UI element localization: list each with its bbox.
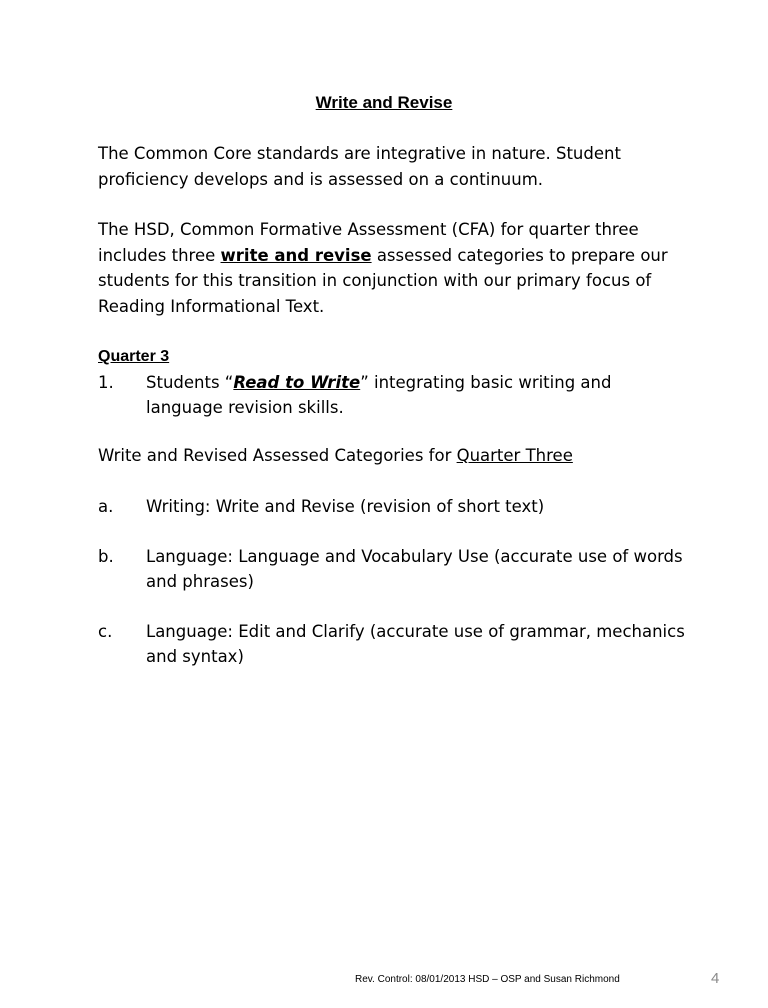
categories-intro-emphasis: Quarter Three (456, 445, 573, 465)
category-item-c (98, 619, 688, 670)
list-item-text: Writing: Write and Revise (revision of short text) (146, 497, 545, 516)
quarter-item-after: ” integrating basic writing and language revision skills. (146, 372, 612, 417)
list-marker: c. (98, 621, 113, 641)
list-item-text (146, 370, 688, 421)
list-item-text: Language: Edit and Clarify (accurate use of grammar, mechanics and syntax) (146, 621, 685, 666)
spacer (98, 421, 688, 443)
spacer (98, 468, 688, 494)
spacer (98, 192, 688, 217)
cfa-emphasis: write and revise (220, 245, 372, 265)
cfa-paragraph (98, 217, 688, 319)
page-title: Write and Revise (315, 93, 453, 112)
category-item-a (98, 494, 688, 520)
quarter-item-before: Students “ (146, 372, 234, 392)
cfa-text-after: assessed categories to prepare our students for this transition in conjunction with our primary focus of Reading Informational Text. (98, 245, 668, 316)
spacer (98, 520, 688, 544)
spacer (98, 595, 688, 619)
quarter-list-item (98, 370, 688, 421)
list-marker: b. (98, 546, 114, 566)
intro-paragraph: The Common Core standards are integrative in nature. Student proficiency develops and is assessed on a continuum. (98, 144, 621, 189)
footer-revision-control: Rev. Control: 08/01/2013 HSD – OSP and Susan Richmond (355, 974, 620, 985)
quarter-heading: Quarter 3 (98, 348, 170, 365)
list-item-text: Language: Language and Vocabulary Use (accurate use of words and phrases) (146, 546, 683, 591)
document-body (98, 141, 688, 670)
list-marker: a. (98, 497, 114, 516)
categories-intro (98, 443, 688, 469)
cfa-text-before: The HSD, Common Formative Assessment (CFA) for quarter three includes three (98, 220, 639, 265)
category-item-b (98, 544, 688, 595)
page-number: 4 (711, 970, 720, 987)
quarter-item-emphasis: Read to Write (233, 372, 361, 392)
list-marker: 1. (98, 372, 114, 392)
spacer (98, 319, 688, 344)
categories-intro-text: Write and Revised Assessed Categories for (98, 445, 457, 465)
